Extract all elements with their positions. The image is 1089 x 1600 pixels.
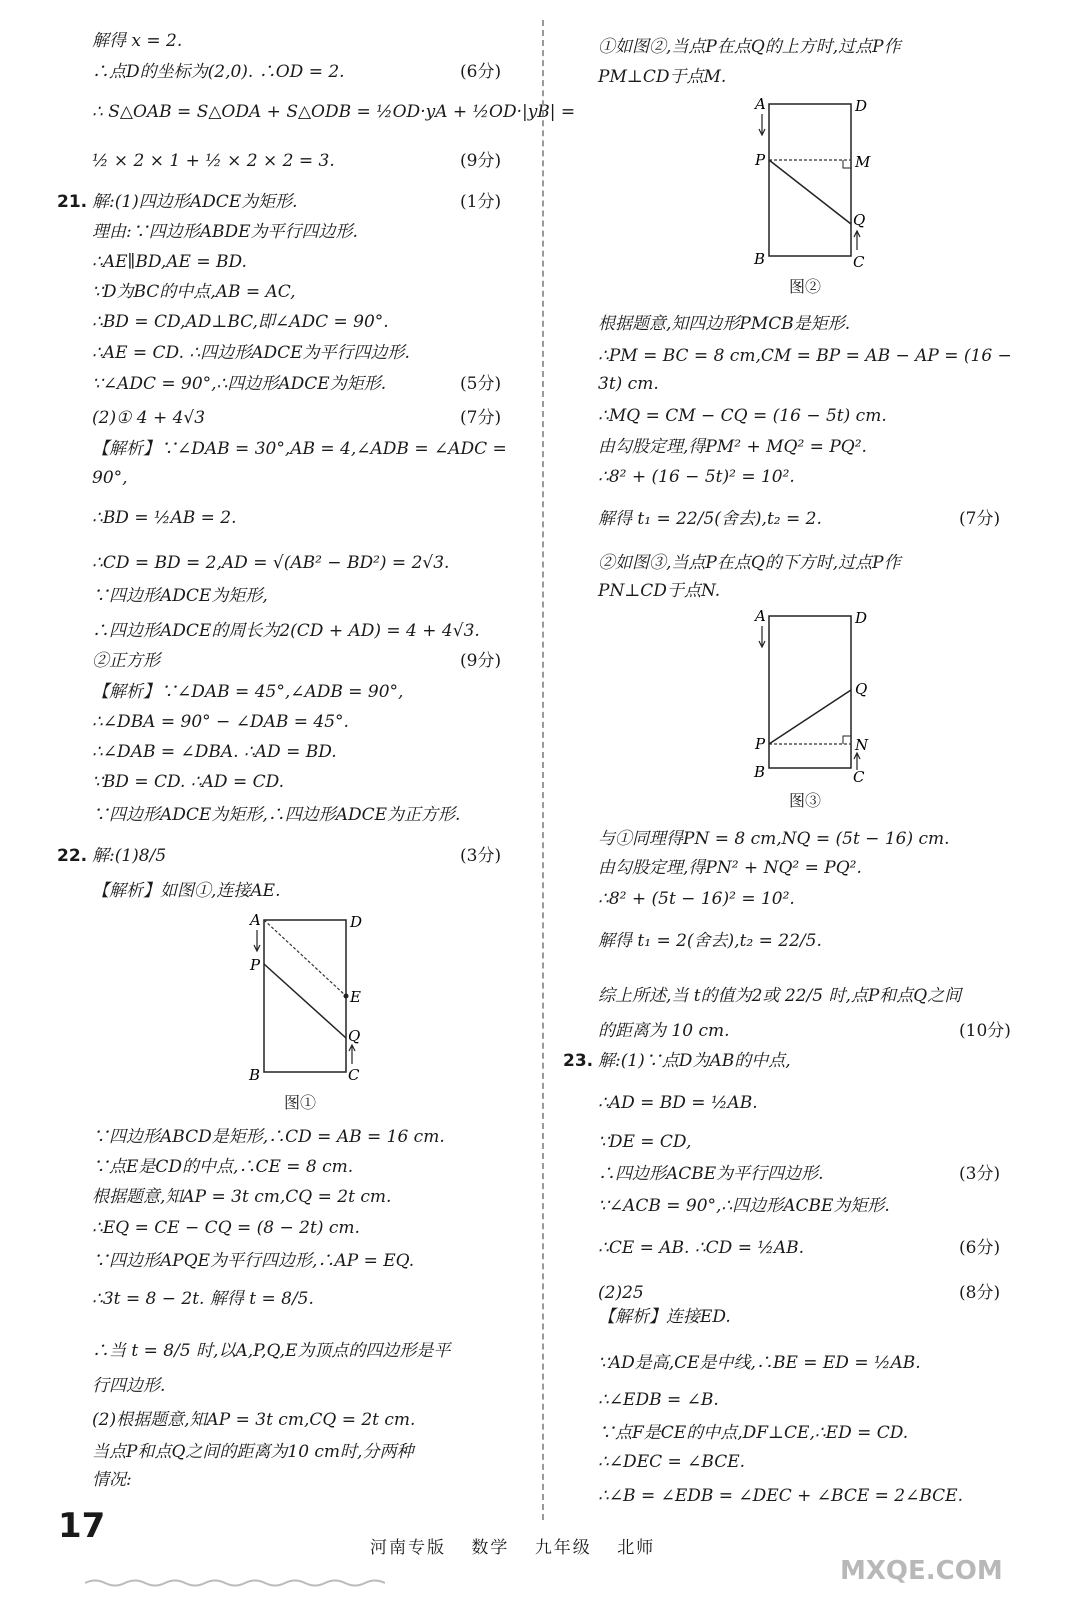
line-text: ∵AD是高,CE是中线,∴BE = ED = ½AB. bbox=[598, 1353, 921, 1373]
left-line bbox=[92, 221, 358, 243]
line-text: ∴CE = AB. ∴CD = ½AB. bbox=[598, 1238, 805, 1258]
line-text: ∵点F是CE的中点,DF⊥CE,∴ED = CD. bbox=[598, 1423, 909, 1443]
footer-region: 河南专版 bbox=[370, 1538, 446, 1558]
score-points: (9分) bbox=[460, 151, 502, 171]
line-text: ∵D为BC的中点,AB = AC, bbox=[92, 282, 296, 302]
line-text: ∴∠DBA = 90° − ∠DAB = 45°. bbox=[92, 712, 349, 732]
left-line bbox=[92, 438, 507, 460]
line-text: 情况: bbox=[92, 1470, 132, 1490]
line-text: 当点P和点Q之间的距离为10 cm时,分两种 bbox=[92, 1442, 414, 1462]
line-text: ∵BD = CD. ∴AD = CD. bbox=[92, 772, 285, 792]
left-line bbox=[92, 1250, 414, 1272]
right-line bbox=[598, 36, 901, 58]
line-text: 【解析】∵∠DAB = 30°,AB = 4,∠ADB = ∠ADC = bbox=[92, 439, 507, 459]
line-text: ∵∠ADC = 90°,∴四边形ADCE为矩形. bbox=[92, 374, 387, 394]
line-text: 解:(1)8/5 bbox=[92, 846, 167, 866]
left-line bbox=[92, 1469, 132, 1491]
fig3-label-p: P bbox=[755, 735, 766, 753]
right-line bbox=[598, 580, 720, 602]
line-text: ∴四边形ACBE为平行四边形. bbox=[598, 1164, 824, 1184]
fig1-label-p: P bbox=[250, 956, 261, 974]
line-text: ∵四边形ADCE为矩形, bbox=[92, 586, 268, 606]
fig3-label-d: D bbox=[855, 609, 868, 627]
line-text: ∴AE = CD. ∴四边形ADCE为平行四边形. bbox=[92, 343, 410, 363]
line-text: ②正方形 bbox=[92, 651, 160, 671]
line-text: (2)根据题意,知AP = 3t cm,CQ = 2t cm. bbox=[92, 1410, 416, 1430]
line-text: 90°, bbox=[92, 468, 128, 488]
page-number: 17 bbox=[58, 1506, 106, 1546]
line-text: ∵∠ACB = 90°,∴四边形ACBE为矩形. bbox=[598, 1196, 890, 1216]
line-text: ∴3t = 8 − 2t. 解得 t = 8/5. bbox=[92, 1289, 314, 1309]
left-line bbox=[92, 1217, 360, 1239]
right-line bbox=[598, 1020, 729, 1042]
right-line bbox=[598, 66, 726, 88]
left-line bbox=[92, 650, 160, 672]
line-text: ∵点E是CD的中点,∴CE = 8 cm. bbox=[92, 1157, 354, 1177]
left-line bbox=[92, 467, 128, 489]
right-line bbox=[598, 857, 862, 879]
right-line bbox=[598, 1092, 758, 1114]
line-text: 解得 t₁ = 2(舍去),t₂ = 22/5. bbox=[598, 931, 822, 951]
left-line bbox=[92, 681, 403, 703]
left-line bbox=[57, 191, 298, 213]
left-line bbox=[92, 251, 247, 273]
footer-decoration bbox=[85, 1578, 385, 1588]
line-text: 行四边形. bbox=[92, 1376, 166, 1396]
line-text: 与①同理得PN = 8 cm,NQ = (5t − 16) cm. bbox=[598, 829, 950, 849]
right-line bbox=[598, 466, 795, 488]
fig3-label-c: C bbox=[853, 768, 865, 784]
line-text: ∵DE = CD, bbox=[598, 1132, 692, 1152]
line-text: 根据题意,知四边形PMCB是矩形. bbox=[598, 314, 851, 334]
right-line bbox=[598, 1282, 644, 1304]
left-line bbox=[92, 741, 337, 763]
question-number: 22. bbox=[57, 846, 88, 866]
line-text: ∴AE∥BD,AE = BD. bbox=[92, 252, 247, 272]
left-line bbox=[92, 311, 389, 333]
fig1-label-q: Q bbox=[348, 1027, 361, 1045]
line-text: 的距离为 10 cm. bbox=[598, 1021, 730, 1041]
fig2-label-b: B bbox=[754, 250, 766, 268]
left-line bbox=[92, 61, 345, 83]
right-line bbox=[598, 405, 887, 427]
score-points: (10分) bbox=[959, 1021, 1011, 1041]
line-text: 由勾股定理,得PM² + MQ² = PQ². bbox=[598, 437, 867, 457]
right-line bbox=[598, 1131, 691, 1153]
fig2-label-a: A bbox=[755, 95, 766, 113]
left-line bbox=[92, 407, 205, 429]
score-points: (3分) bbox=[959, 1164, 1001, 1184]
right-line bbox=[598, 828, 950, 850]
right-line bbox=[598, 345, 1012, 367]
line-text: 解:(1)四边形ADCE为矩形. bbox=[92, 192, 298, 212]
line-text: 【解析】如图①,连接AE. bbox=[92, 881, 281, 901]
line-text: ∴8² + (16 − 5t)² = 10². bbox=[598, 467, 795, 487]
fig1-label-c: C bbox=[348, 1066, 360, 1084]
score-points: (6分) bbox=[959, 1238, 1001, 1258]
score-points: (5分) bbox=[460, 374, 502, 394]
left-line bbox=[92, 1156, 353, 1178]
left-line bbox=[92, 771, 284, 793]
line-text: ∴MQ = CM − CQ = (16 − 5t) cm. bbox=[598, 406, 887, 426]
line-text: ∵四边形ADCE为矩形,∴四边形ADCE为正方形. bbox=[92, 805, 461, 825]
right-line bbox=[598, 1163, 824, 1185]
left-line bbox=[92, 150, 335, 172]
line-text: PN⊥CD于点N. bbox=[598, 581, 721, 601]
left-line bbox=[92, 507, 237, 529]
left-line bbox=[92, 1126, 445, 1148]
score-points: (9分) bbox=[460, 651, 502, 671]
column-divider bbox=[542, 20, 544, 1520]
line-text: ∴PM = BC = 8 cm,CM = BP = AB − AP = (16 − bbox=[598, 346, 1012, 366]
right-line bbox=[598, 1451, 745, 1473]
right-line bbox=[598, 373, 659, 395]
line-text: 解得 t₁ = 22/5(舍去),t₂ = 2. bbox=[598, 509, 822, 529]
left-line bbox=[92, 1441, 413, 1463]
left-line bbox=[92, 1288, 314, 1310]
footer-subject: 数学 bbox=[471, 1538, 510, 1558]
line-text: ∴BD = CD,AD⊥BC,即∠ADC = 90°. bbox=[92, 312, 389, 332]
footer-edition: 北师 bbox=[617, 1538, 656, 1558]
line-text: ∴∠B = ∠EDB = ∠DEC + ∠BCE = 2∠BCE. bbox=[598, 1486, 963, 1506]
line-text: ∴∠DEC = ∠BCE. bbox=[598, 1452, 746, 1472]
line-text: ∴当 t = 8/5 时,以A,P,Q,E为顶点的四边形是平 bbox=[92, 1341, 451, 1361]
score-points: (7分) bbox=[959, 509, 1001, 529]
line-text: 解:(1)∵点D为AB的中点, bbox=[598, 1051, 791, 1071]
line-text: PM⊥CD于点M. bbox=[598, 67, 727, 87]
line-text: ∴AD = BD = ½AB. bbox=[598, 1093, 758, 1113]
fig1-label-a: A bbox=[250, 911, 261, 929]
fig2-label-q: Q bbox=[853, 211, 866, 229]
fig3-label-n: N bbox=[855, 736, 869, 754]
line-text: 解得 x = 2. bbox=[92, 31, 183, 51]
line-text: (2)① 4 + 4√3 bbox=[92, 408, 206, 428]
left-line bbox=[92, 585, 268, 607]
line-text: ∴BD = ½AB = 2. bbox=[92, 508, 237, 528]
left-line bbox=[92, 281, 296, 303]
line-text: ∴EQ = CE − CQ = (8 − 2t) cm. bbox=[92, 1218, 360, 1238]
score-points: (1分) bbox=[460, 192, 502, 212]
right-line bbox=[598, 1352, 921, 1374]
line-text: ∵四边形ABCD是矩形,∴CD = AB = 16 cm. bbox=[92, 1127, 445, 1147]
left-line bbox=[92, 552, 449, 574]
fig3-label-q: Q bbox=[855, 680, 868, 698]
score-points: (3分) bbox=[460, 846, 502, 866]
left-line bbox=[92, 1375, 165, 1397]
line-text: ∴∠EDB = ∠B. bbox=[598, 1390, 719, 1410]
right-line bbox=[598, 1389, 719, 1411]
fig1-label-e: E bbox=[350, 988, 361, 1006]
figure-3 bbox=[745, 604, 875, 810]
figure-1-caption: 图① bbox=[284, 1093, 317, 1112]
line-text: 理由:∵四边形ABDE为平行四边形. bbox=[92, 222, 358, 242]
line-text: 综上所述,当 t的值为2或 22/5 时,点P和点Q之间 bbox=[598, 986, 962, 1006]
right-line bbox=[598, 552, 901, 574]
line-text: 3t) cm. bbox=[598, 374, 659, 394]
figure-3-caption: 图③ bbox=[789, 791, 822, 810]
right-line bbox=[598, 1306, 731, 1328]
footer-grade: 九年级 bbox=[534, 1538, 592, 1558]
fig2-label-c: C bbox=[853, 253, 865, 271]
right-line bbox=[563, 1050, 791, 1072]
fig2-label-p: P bbox=[755, 151, 766, 169]
left-line bbox=[92, 30, 182, 52]
left-line bbox=[92, 342, 410, 364]
line-text: 根据题意,知AP = 3t cm,CQ = 2t cm. bbox=[92, 1187, 392, 1207]
right-line bbox=[598, 436, 867, 458]
line-text: 由勾股定理,得PN² + NQ² = PQ². bbox=[598, 858, 862, 878]
line-text: 【解析】连接ED. bbox=[598, 1307, 731, 1327]
line-text: ½ × 2 × 1 + ½ × 2 × 2 = 3. bbox=[92, 151, 335, 171]
fig3-label-b: B bbox=[754, 763, 766, 781]
left-line bbox=[92, 1186, 391, 1208]
line-text: 【解析】∵∠DAB = 45°,∠ADB = 90°, bbox=[92, 682, 404, 702]
score-points: (8分) bbox=[959, 1283, 1001, 1303]
figure-1 bbox=[240, 908, 370, 1112]
left-line bbox=[92, 1409, 415, 1431]
watermark: MXQE.COM bbox=[840, 1556, 1003, 1586]
right-line bbox=[598, 930, 822, 952]
line-text: ∵四边形APQE为平行四边形,∴AP = EQ. bbox=[92, 1251, 415, 1271]
line-text: ∴∠DAB = ∠DBA. ∴AD = BD. bbox=[92, 742, 337, 762]
fig1-label-d: D bbox=[350, 913, 363, 931]
line-text: ∴8² + (5t − 16)² = 10². bbox=[598, 889, 795, 909]
right-line bbox=[598, 313, 850, 335]
line-text: ①如图②,当点P在点Q的上方时,过点P作 bbox=[598, 37, 901, 57]
fig2-label-m: M bbox=[855, 153, 871, 171]
line-text: ∴四边形ADCE的周长为2(CD + AD) = 4 + 4√3. bbox=[92, 621, 480, 641]
right-line bbox=[598, 888, 795, 910]
right-line bbox=[598, 1485, 963, 1507]
right-line bbox=[598, 508, 822, 530]
line-text: (2)25 bbox=[598, 1283, 644, 1303]
right-line bbox=[598, 1237, 804, 1259]
left-line bbox=[92, 373, 386, 395]
line-text: ∴点D的坐标为(2,0). ∴OD = 2. bbox=[92, 62, 345, 82]
question-number: 21. bbox=[57, 192, 88, 212]
figure-2-caption: 图② bbox=[789, 277, 822, 296]
question-number: 23. bbox=[563, 1051, 594, 1071]
fig3-label-a: A bbox=[755, 607, 766, 625]
left-line bbox=[92, 1340, 450, 1362]
score-points: (7分) bbox=[460, 408, 502, 428]
right-line bbox=[598, 985, 961, 1007]
score-points: (6分) bbox=[460, 62, 502, 82]
line-text: ∴CD = BD = 2,AD = √(AB² − BD²) = 2√3. bbox=[92, 553, 450, 573]
left-line bbox=[92, 711, 349, 733]
left-line bbox=[57, 845, 167, 867]
left-line bbox=[92, 101, 575, 123]
left-line bbox=[92, 804, 460, 826]
fig1-label-b: B bbox=[249, 1066, 261, 1084]
line-text: ②如图③,当点P在点Q的下方时,过点P作 bbox=[598, 553, 901, 573]
left-line bbox=[92, 620, 480, 642]
right-line bbox=[598, 1422, 908, 1444]
figure-2 bbox=[745, 92, 875, 296]
fig2-label-d: D bbox=[855, 97, 868, 115]
line-text: ∴ S△OAB = S△ODA + S△ODB = ½OD·yA + ½OD·|yB| = bbox=[92, 102, 576, 122]
right-line bbox=[598, 1195, 890, 1217]
left-line bbox=[92, 880, 281, 902]
footer bbox=[370, 1533, 673, 1558]
